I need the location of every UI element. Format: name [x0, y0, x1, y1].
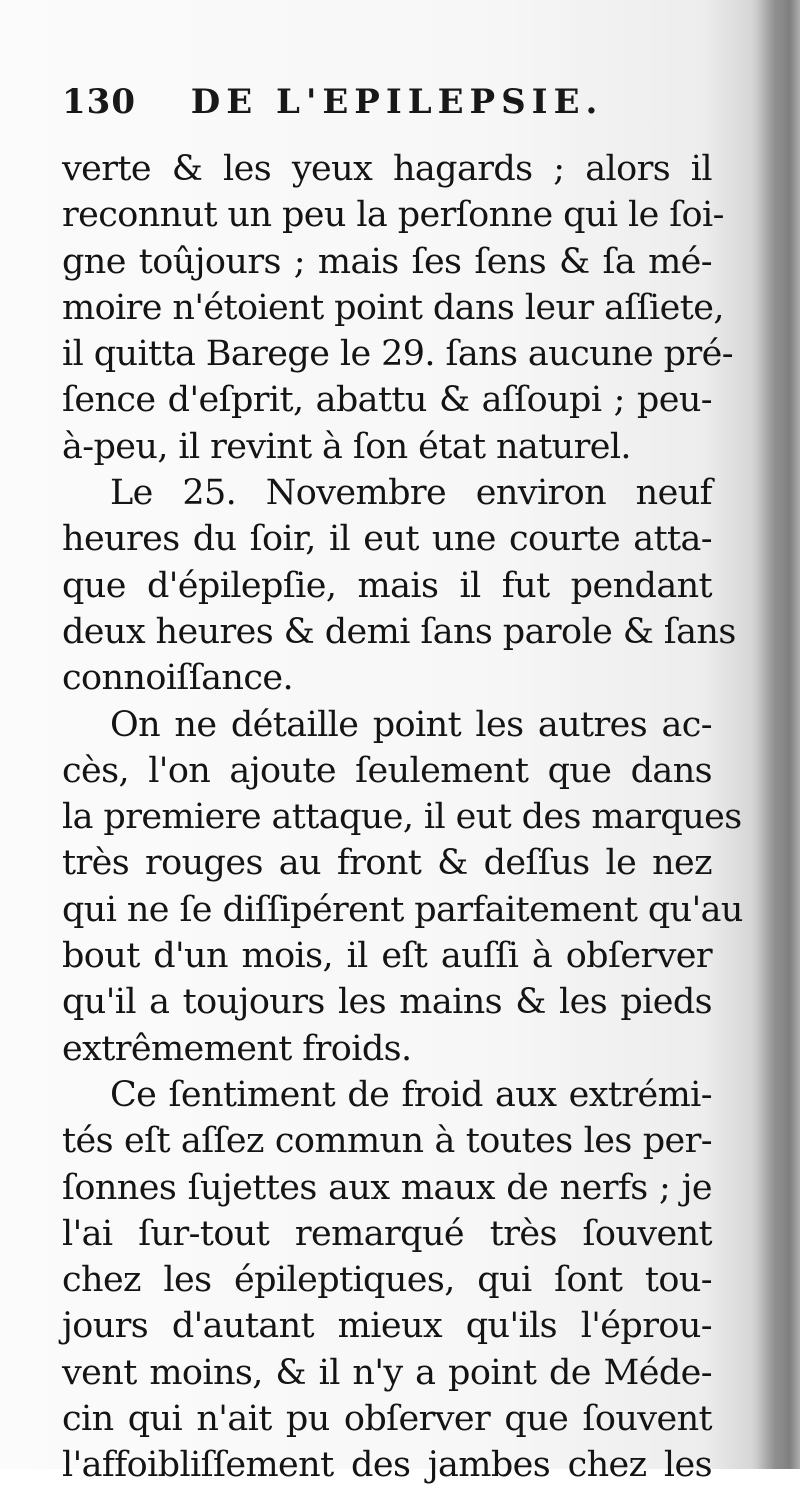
- paragraph-start-line: Ce ſentiment de froid aux extrémi-: [110, 1074, 712, 1115]
- text-line: à-peu, il revint à ſon état naturel.: [62, 426, 631, 467]
- text-line: cin qui n'ait pu obſerver que ſouvent: [62, 1399, 712, 1440]
- text-line: verte & les yeux hagards ; alors il: [62, 149, 712, 189]
- text-line: gne toûjours ; mais ſes ſens & ſa mé-: [62, 241, 712, 282]
- text-line: moire n'étoient point dans leur aſſiete,: [62, 287, 724, 328]
- text-line: vent moins, & il n'y a point de Méde-: [62, 1352, 712, 1393]
- text-line: très rouges au front & deſſus le nez: [62, 843, 712, 884]
- paragraph-start-line: On ne détaille point les autres ac-: [110, 704, 712, 745]
- text-line: tés eſt aſſez commun à toutes les per-: [62, 1121, 712, 1162]
- running-head: [62, 74, 622, 130]
- text-line: l'ai ſur-tout remarqué très ſouvent: [62, 1213, 712, 1254]
- text-line: que d'épilepſie, mais il fut pendant: [62, 565, 712, 606]
- text-line: connoiſſance.: [62, 658, 293, 699]
- text-line: deux heures & demi ſans parole & ſans: [62, 611, 736, 652]
- text-line: jours d'autant mieux qu'ils l'éprou-: [62, 1306, 712, 1347]
- binding-gutter-shadow: [758, 0, 800, 1469]
- text-line: il quitta Barege le 29. ſans aucune pré-: [62, 334, 733, 375]
- text-line: bout d'un mois, il eſt auſſi à obſerver: [62, 936, 712, 977]
- text-line: l'affoibliſſement des jambes chez les: [62, 1445, 712, 1486]
- text-line: la premiere attaque, il eut des marques: [62, 797, 742, 838]
- text-line: ſonnes ſujettes aux maux de nerfs ; je: [62, 1167, 712, 1208]
- paragraph-start-line: Le 25. Novembre environ neuf: [110, 473, 712, 514]
- text-line: cès, l'on ajoute ſeulement que dans: [62, 750, 712, 791]
- text-line: chez les épileptiques, qui ſont tou-: [62, 1260, 712, 1301]
- text-line: ſence d'eſprit, abattu & aſſoupi ; peu-: [62, 380, 712, 421]
- text-line: qu'il a toujours les mains & les pieds: [62, 982, 712, 1023]
- text-line: heures du ſoir, il eut une courte atta-: [62, 519, 712, 560]
- text-line: extrêmement froids.: [62, 1028, 412, 1069]
- running-title: DE L'EPILEPSIE.: [190, 82, 604, 122]
- text-line: reconnut un peu la perſonne qui le ſoi-: [62, 195, 724, 236]
- page-number: 130: [62, 82, 136, 122]
- text-line: qui ne ſe diſſipérent parfaitement qu'au: [62, 889, 743, 930]
- body-text: [62, 146, 743, 1489]
